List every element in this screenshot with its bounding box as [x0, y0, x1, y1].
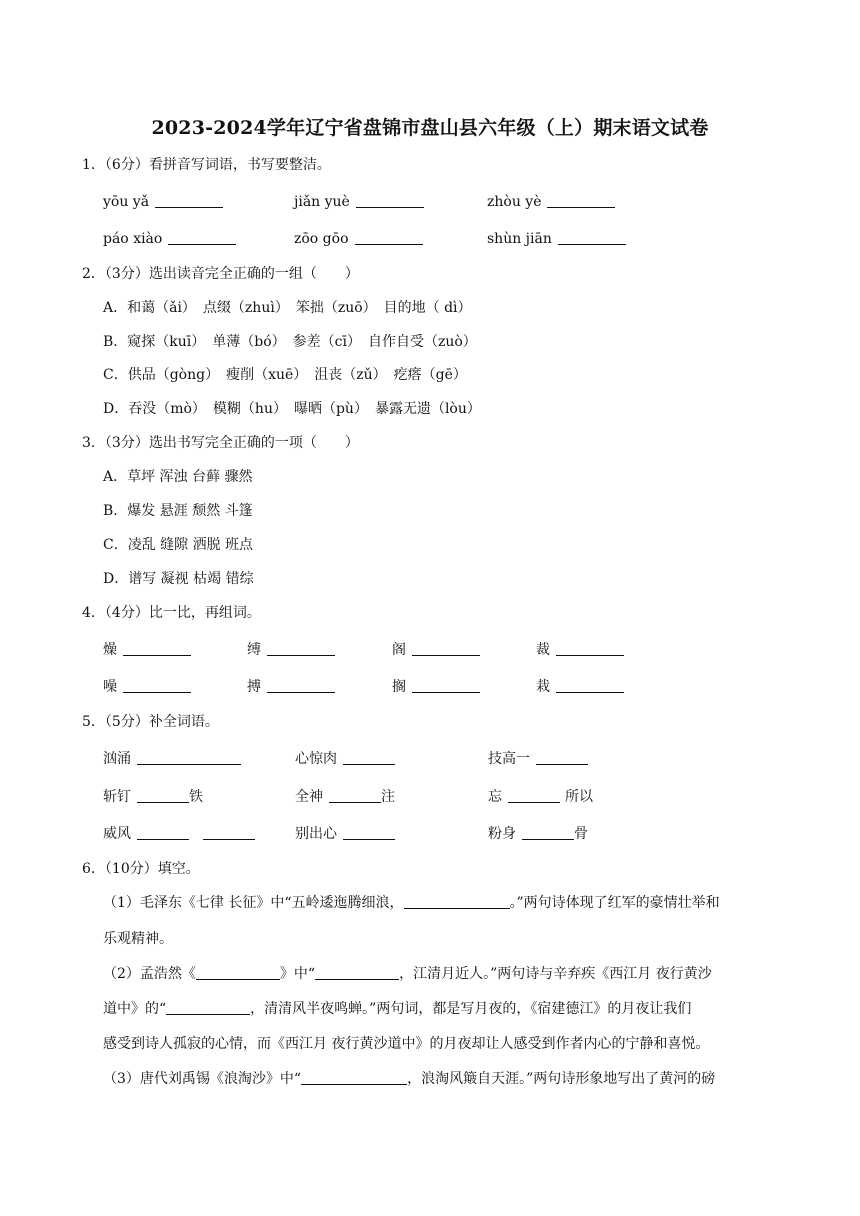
- char-item: 搏: [247, 677, 335, 697]
- option-b[interactable]: B．爆发 悬涯 颓然 斗篷: [103, 503, 253, 519]
- fill-item-2: （2）孟浩然《 》中“ ，江清月近人。”两句诗与辛弃疾《西江月 夜行黄沙: [103, 966, 712, 982]
- idiom-item: 忘 所以: [488, 789, 593, 805]
- idiom-item: 全神 注: [295, 789, 395, 805]
- answer-blank[interactable]: [558, 230, 626, 245]
- char-item: 缚: [247, 640, 335, 660]
- answer-blank[interactable]: [536, 750, 588, 765]
- pinyin-item: zōo gōo: [294, 229, 423, 249]
- answer-blank[interactable]: [356, 193, 424, 208]
- idiom-item: 心惊肉: [295, 749, 395, 769]
- answer-blank[interactable]: [508, 788, 560, 803]
- idiom-item: 粉身 骨: [488, 826, 588, 842]
- fill-item-2-cont: 感受到诗人孤寂的心情，而《西江月 夜行黄沙道中》的月夜却让人感受到作者内心的宁静和喜悦。: [103, 1036, 710, 1052]
- page-title: 2023-2024学年辽宁省盘锦市盘山县六年级（上）期末语文试卷: [151, 117, 709, 139]
- option-c[interactable]: C．凌乱 缝隙 洒脱 班点: [103, 537, 254, 553]
- question-2-stem: 2．（3分）选出读音完全正确的一组（ ）: [82, 266, 359, 282]
- answer-blank[interactable]: [267, 641, 335, 656]
- answer-blank[interactable]: [343, 750, 395, 765]
- answer-blank[interactable]: [137, 750, 241, 765]
- question-6-stem: 6．（10分）填空。: [82, 861, 200, 877]
- idiom-item: 斩钉 铁: [103, 789, 203, 805]
- option-a[interactable]: A．草坪 浑浊 台藓 骤然: [103, 469, 253, 485]
- option-d[interactable]: D．吞没（mò） 模糊（hu） 曝晒（pù） 暴露无遗（lòu）: [103, 401, 481, 417]
- answer-blank[interactable]: [343, 825, 395, 840]
- answer-blank[interactable]: [329, 788, 381, 803]
- pinyin-item: shùn jiān: [487, 229, 626, 249]
- answer-blank[interactable]: [196, 965, 280, 980]
- answer-blank[interactable]: [522, 825, 574, 840]
- option-d[interactable]: D．谱写 凝视 枯竭 错综: [103, 571, 254, 587]
- answer-blank[interactable]: [123, 641, 191, 656]
- answer-blank[interactable]: [267, 678, 335, 693]
- char-item: 燥: [103, 640, 191, 660]
- answer-blank[interactable]: [137, 825, 189, 840]
- idiom-item: 别出心: [295, 824, 395, 844]
- char-item: 栽: [536, 677, 624, 697]
- answer-blank[interactable]: [155, 193, 223, 208]
- answer-blank[interactable]: [203, 825, 255, 840]
- fill-item-1-cont: 乐观精神。: [103, 931, 173, 947]
- question-1-stem: 1．（6分）看拼音写词语，书写要整洁。: [82, 157, 331, 173]
- answer-blank[interactable]: [123, 678, 191, 693]
- fill-item-2-cont: 道中》的“ ，清清风半夜鸣蝉。”两句词，都是写月夜的，《宿建德江》的月夜让我们: [103, 1001, 692, 1017]
- answer-blank[interactable]: [547, 193, 615, 208]
- answer-blank[interactable]: [412, 641, 480, 656]
- answer-blank[interactable]: [168, 230, 236, 245]
- question-4-stem: 4．（4分）比一比，再组词。: [82, 605, 261, 621]
- option-c[interactable]: C．供品（gòng） 瘦削（xuē） 沮丧（zǔ） 疙瘩（gē）: [103, 367, 467, 383]
- pinyin-item: zhòu yè: [487, 192, 615, 212]
- answer-blank[interactable]: [301, 1070, 407, 1085]
- answer-blank[interactable]: [137, 788, 189, 803]
- fill-item-3: （3）唐代刘禹锡《浪淘沙》中“ ，浪淘风簸自天涯。”两句诗形象地写出了黄河的磅: [103, 1071, 716, 1087]
- pinyin-item: jiǎn yuè: [294, 192, 424, 212]
- idiom-item: 汹涌: [103, 749, 241, 769]
- idiom-item: 技高一: [488, 749, 588, 769]
- answer-blank[interactable]: [412, 678, 480, 693]
- pinyin-item: páo xiào: [103, 229, 236, 249]
- char-item: 搁: [392, 677, 480, 697]
- char-item: 阁: [392, 640, 480, 660]
- answer-blank[interactable]: [355, 230, 423, 245]
- char-item: 裁: [536, 640, 624, 660]
- option-b[interactable]: B．窥探（kuī） 单薄（bó） 参差（cī） 自作自受（zuò）: [103, 334, 477, 350]
- idiom-item: 威风: [103, 824, 255, 844]
- answer-blank[interactable]: [315, 965, 399, 980]
- answer-blank[interactable]: [556, 678, 624, 693]
- char-item: 噪: [103, 677, 191, 697]
- answer-blank[interactable]: [404, 894, 510, 909]
- fill-item-1: （1）毛泽东《七律 长征》中“五岭逶迤腾细浪， 。”两句诗体现了红军的豪情壮举和: [103, 895, 720, 911]
- option-a[interactable]: A．和蔼（ǎi） 点缀（zhuì） 笨拙（zuō） 目的地（ dì）: [103, 300, 472, 316]
- answer-blank[interactable]: [556, 641, 624, 656]
- answer-blank[interactable]: [166, 1000, 250, 1015]
- pinyin-item: yōu yǎ: [103, 192, 223, 212]
- question-5-stem: 5．（5分）补全词语。: [82, 714, 219, 730]
- question-3-stem: 3．（3分）选出书写完全正确的一项（ ）: [82, 435, 359, 451]
